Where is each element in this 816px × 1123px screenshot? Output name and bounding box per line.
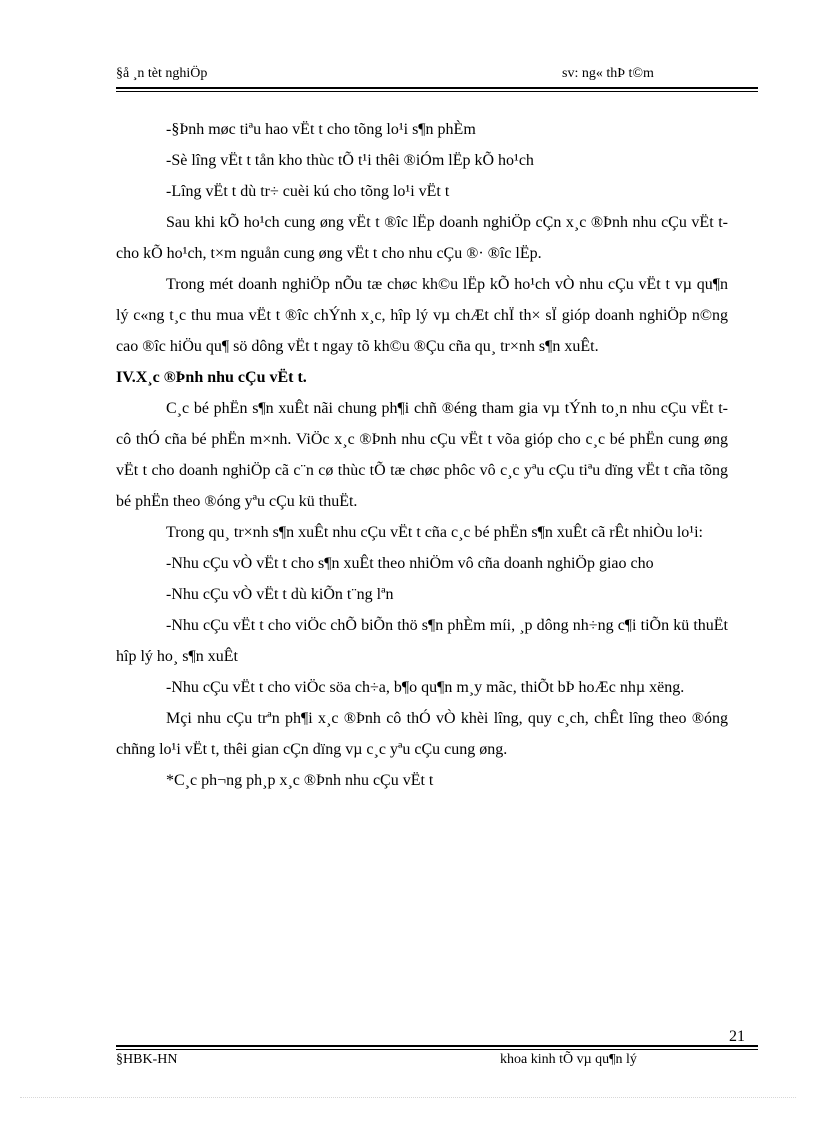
body-paragraph: -Lîng vËt t dù tr÷ cuèi kú cho tõng lo¹i vËt t bbox=[166, 183, 450, 200]
page-bottom-edge bbox=[20, 1097, 796, 1098]
body-paragraph: Trong qu¸ tr×nh s¶n xuÊt nhu cÇu vËt t cña c¸c bé phËn s¶n xuÊt cã rÊt nhiÒu lo¹i: bbox=[166, 524, 703, 541]
body-paragraph: Trong mét doanh nghiÖp nÕu tæ chøc kh©u lËp kÕ ho¹ch vÒ nhu cÇu vËt t vµ qu¶n lý c«ng t¸c thu mua vËt t ®îc chÝnh x¸c, hîp lý vµ chÆt chÏ th× sÏ gióp doanh nghiÖp n©ng cao ®îc hiÖu qu¶ sö dông vËt t ngay tõ kh©u ®Çu cña qu¸ tr×nh s¶n xuÊt. bbox=[116, 276, 728, 355]
footer-left-text: §HBK-HN bbox=[116, 1052, 178, 1067]
body-paragraph: -Nhu cÇu vÒ vËt t dù kiÕn t¨ng lªn bbox=[166, 586, 394, 603]
body-paragraph: -§Þnh møc tiªu hao vËt t cho tõng lo¹i s¶n phÈm bbox=[166, 121, 476, 138]
page-header bbox=[116, 66, 758, 84]
body-paragraph: Sau khi kÕ ho¹ch cung øng vËt t ®îc lËp doanh nghiÖp cÇn x¸c ®Þnh nhu cÇu vËt t cho kÕ ho¹ch, t×m nguån cung øng vËt t cho nhu cÇu ®· ®îc lËp. bbox=[116, 214, 728, 262]
body-paragraph: -Nhu cÇu vËt t cho viÖc chÕ biÕn thö s¶n phÈm míi, ¸p dông nh÷ng c¶i tiÕn kü thuËt hîp lý ho¸ s¶n xuÊt bbox=[116, 617, 728, 665]
body-paragraph: -Nhu cÇu vÒ vËt t cho s¶n xuÊt theo nhiÖm vô cña doanh nghiÖp giao cho bbox=[166, 555, 654, 572]
document-body bbox=[116, 114, 728, 796]
footer-rule-thin bbox=[116, 1049, 758, 1050]
header-right-text: sv: ng« thÞ t©m bbox=[562, 66, 654, 81]
body-paragraph: *C¸c ph¬ng ph¸p x¸c ®Þnh nhu cÇu vËt t bbox=[166, 772, 434, 789]
body-paragraph: Mçi nhu cÇu trªn ph¶i x¸c ®Þnh cô thÓ vÒ khèi lîng, quy c¸ch, chÊt lîng theo ®óng chñng lo¹i vËt t, thêi gian cÇn dïng vµ c¸c yªu cÇu cung øng. bbox=[116, 710, 728, 758]
header-rule-thick bbox=[116, 87, 758, 89]
header-rule-thin bbox=[116, 91, 758, 92]
footer-rule-thick bbox=[116, 1045, 758, 1047]
body-paragraph: C¸c bé phËn s¶n xuÊt nãi chung ph¶i chñ ®éng tham gia vµ tÝnh to¸n nhu cÇu vËt t cô thÓ cña bé phËn m×nh. ViÖc x¸c ®Þnh nhu cÇu vËt t võa gióp cho c¸c bé phËn cung øng vËt t cho doanh nghiÖp cã c¨n cø thùc tÕ tæ chøc phôc vô c¸c yªu cÇu tiªu dïng vËt t cña tõng bé phËn theo ®óng yªu cÇu kü thuËt. bbox=[116, 400, 728, 510]
page-number: 21 bbox=[729, 1028, 745, 1045]
header-left-text: §å ¸n tèt nghiÖp bbox=[116, 66, 208, 81]
page-footer bbox=[116, 1052, 758, 1070]
body-paragraph: -Sè lîng vËt t tån kho thùc tÕ t¹i thêi ®iÓm lËp kÕ ho¹ch bbox=[166, 152, 534, 169]
section-heading: IV.X¸c ®Þnh nhu cÇu vËt t. bbox=[116, 369, 307, 386]
body-paragraph: -Nhu cÇu vËt t cho viÖc söa ch÷a, b¶o qu¶n m¸y mãc, thiÕt bÞ hoÆc nhµ xëng. bbox=[166, 679, 685, 696]
footer-right-text: khoa kinh tÕ vµ qu¶n lý bbox=[500, 1052, 637, 1067]
